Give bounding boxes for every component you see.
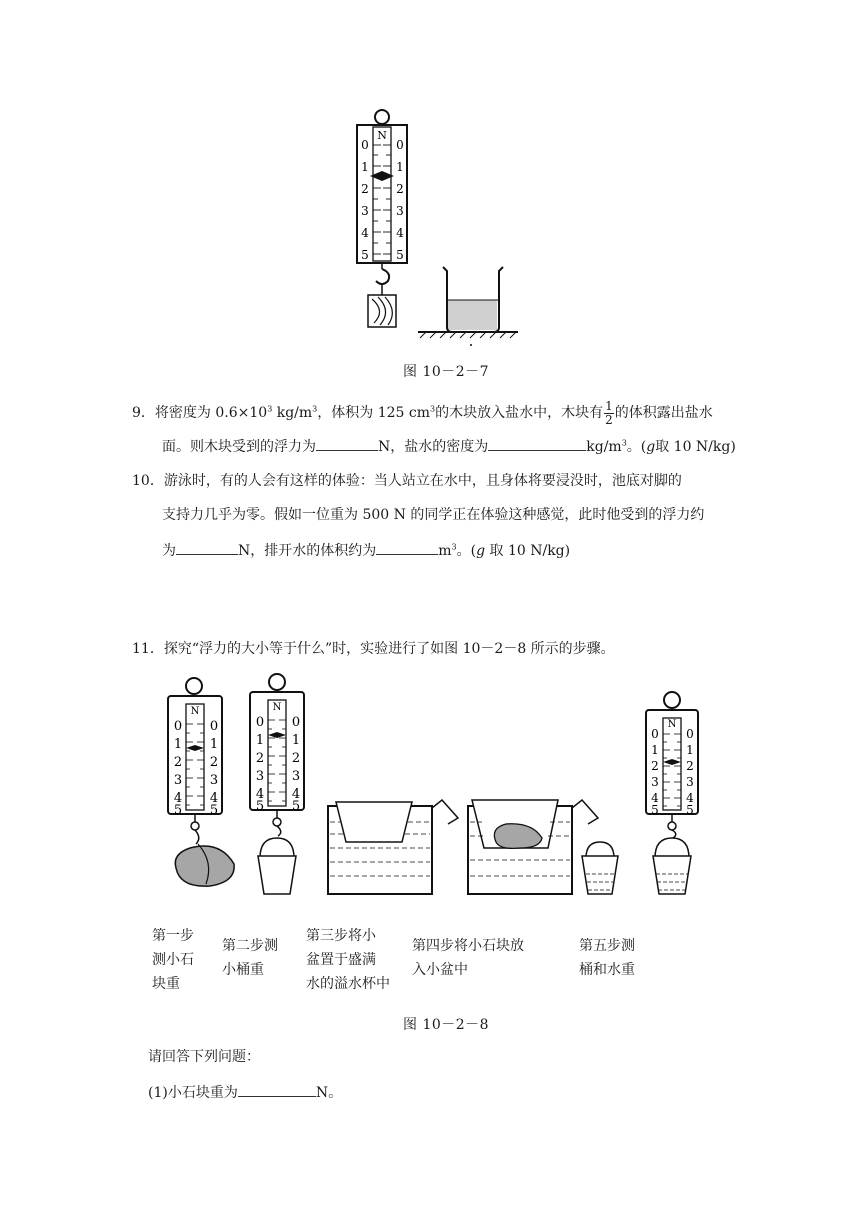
step-2-label: 第二步测 小桶重: [222, 938, 278, 978]
svg-text:3: 3: [396, 204, 404, 218]
question-10-line-1: 10．游泳时，有的人会有这样的体验：当人站立在水中，且身体将要浸没时，池底对脚的: [132, 473, 682, 489]
svg-text:4: 4: [651, 791, 659, 805]
svg-text:2: 2: [396, 182, 404, 196]
svg-text:5: 5: [396, 248, 404, 262]
svg-text:5: 5: [686, 803, 694, 817]
svg-text:2: 2: [361, 182, 369, 196]
fraction-one-half: $\frac{1}{2}$: [605, 399, 613, 427]
question-9-line-1: 9．将密度为 $0.6\times 10^3$ $kg/m^3$，体积为 125 $cm^3$的木块放入盐水中，木块有 $\frac{1}{2}$ 的体积露出盐水: [132, 399, 713, 427]
svg-text:3: 3: [255, 769, 265, 784]
svg-text:3: 3: [291, 769, 301, 784]
svg-text:2: 2: [686, 759, 694, 773]
svg-text:4: 4: [209, 791, 219, 806]
overflow-cup-step-3: [328, 800, 458, 894]
svg-text:4: 4: [396, 226, 404, 240]
svg-text:3: 3: [686, 775, 694, 789]
step-4-label: 第四步将小石块放 入小盆中: [412, 938, 524, 978]
overflow-cup-step-4: [468, 800, 618, 894]
question-10-line-3: 为 N，排开水的体积约为 $m^3$。(g 取 10 N/kg): [162, 542, 571, 559]
svg-text:5: 5: [291, 799, 301, 814]
question-9-line-2: 面。则木块受到的浮力为 N，盐水的密度为 $kg/m^3$。(g取 10 N/kg): [162, 438, 736, 455]
step-1-label: 第一步 测小石 块重: [152, 928, 194, 992]
answer-prompt: 请回答下列问题：: [148, 1049, 260, 1065]
svg-text:0: 0: [255, 715, 265, 730]
svg-text:5: 5: [651, 803, 659, 817]
svg-text:5: 5: [255, 799, 265, 814]
svg-text:3: 3: [361, 204, 369, 218]
spring-scale-step-2: [250, 674, 304, 894]
svg-text:2: 2: [173, 755, 183, 770]
svg-text:3: 3: [209, 773, 219, 788]
svg-text:1: 1: [255, 733, 265, 748]
svg-text:4: 4: [255, 787, 265, 802]
svg-text:1: 1: [209, 737, 219, 752]
svg-text:0: 0: [209, 719, 219, 734]
svg-text:4: 4: [291, 787, 301, 802]
svg-text:2: 2: [651, 759, 659, 773]
question-10-line-2: 支持力几乎为零。假如一位重为 500 N 的同学正在体验这种感觉，此时他受到的浮力约: [162, 507, 705, 523]
svg-text:N: N: [272, 702, 282, 713]
svg-text:5: 5: [173, 803, 183, 818]
svg-text:1: 1: [651, 743, 659, 757]
figure-10-2-7-caption: 图 10－2－7: [403, 364, 490, 380]
svg-text:4: 4: [686, 791, 694, 805]
svg-text:0: 0: [651, 727, 659, 741]
svg-text:4: 4: [361, 226, 369, 240]
svg-text:4: 4: [173, 791, 183, 806]
svg-text:0: 0: [173, 719, 183, 734]
svg-text:5: 5: [361, 248, 369, 262]
answer-part-1: (1)小石块重为 N。: [148, 1085, 343, 1101]
svg-text:1: 1: [686, 743, 694, 757]
svg-text:2: 2: [209, 755, 219, 770]
step-3-label: 第三步将小 盆置于盛满 水的溢水杯中: [306, 928, 390, 992]
svg-text:1: 1: [396, 160, 404, 174]
svg-text:N: N: [190, 706, 200, 717]
answer-blank[interactable]: [238, 1084, 316, 1097]
svg-text:1: 1: [291, 733, 301, 748]
svg-text:0: 0: [361, 138, 369, 152]
scale-unit-label: N: [377, 129, 387, 142]
svg-text:0: 0: [396, 138, 404, 152]
svg-text:3: 3: [651, 775, 659, 789]
figure-10-2-8-caption: 图 10－2－8: [403, 1017, 490, 1033]
svg-text:1: 1: [173, 737, 183, 752]
question-11-title: 11．探究“浮力的大小等于什么”时，实验进行了如图 10－2－8 所示的步骤。: [132, 641, 615, 657]
svg-text:N: N: [667, 719, 677, 730]
svg-text:2: 2: [291, 751, 301, 766]
spring-scale-step-1: [168, 678, 234, 886]
svg-text:5: 5: [209, 803, 219, 818]
spring-scale-figure-10-2-7: [340, 105, 520, 350]
svg-text:0: 0: [291, 715, 301, 730]
spring-scale-step-5: [646, 692, 698, 894]
svg-text:0: 0: [686, 727, 694, 741]
svg-text:3: 3: [173, 773, 183, 788]
step-5-label: 第五步测 桶和水重: [579, 938, 635, 978]
experiment-figure-10-2-8: [150, 672, 710, 902]
svg-text:2: 2: [255, 751, 265, 766]
svg-text:1: 1: [361, 160, 369, 174]
